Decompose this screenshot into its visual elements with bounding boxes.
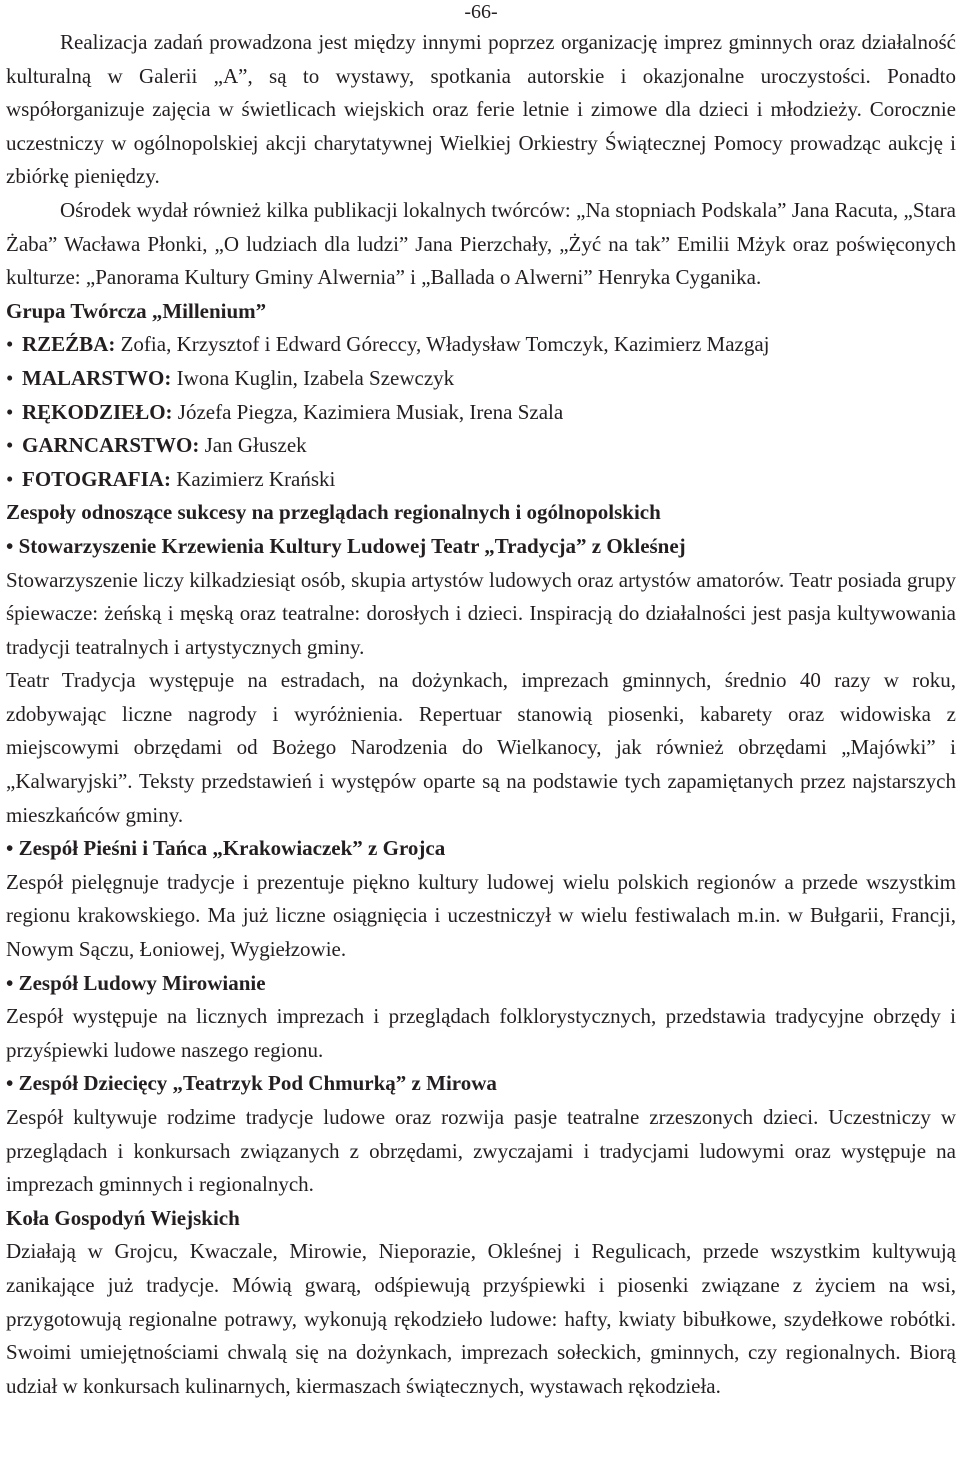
bullet-icon: • <box>6 970 19 995</box>
millenium-heading: Grupa Twórcza „Millenium” <box>6 298 267 323</box>
item-label: FOTOGRAFIA: <box>22 466 171 491</box>
millenium-item-fotografia <box>6 463 956 497</box>
group-paragraph: Stowarzyszenie liczy kilkadziesiąt osób, skupia artystów ludowych oraz artystów amatorów. Teatr posiada grupy śpiewacze: żeńską i męską oraz teatralne: dorosłych i dzieci. Inspiracją do działalności jest pasja kultywowania tradycji teatralnych i artystycznych gminy. <box>6 567 956 659</box>
bullet-icon: • <box>6 1071 19 1096</box>
item-text: Iwona Kuglin, Izabela Szewczyk <box>171 365 455 390</box>
group-paragraph: Zespół występuje na licznych imprezach i przeglądach folklorystycznych, przedstawia tradycyjne obrzędy i przyśpiewki ludowe naszego regionu. <box>6 1004 956 1062</box>
bullet-icon: • <box>6 836 19 861</box>
item-label: GARNCARSTWO: <box>22 433 200 458</box>
millenium-item-garncarstwo <box>6 429 956 463</box>
group-paragraph: Zespół pielęgnuje tradycje i prezentuje piękno kultury ludowej wielu polskich regionów a przede wszystkim regionu krakowskiego. Ma już liczne osiągnięcia i uczestniczył w wielu festiwalach m.in. w Bułgarii, Francji, Nowym Sączu, Łoniowej, Wygiełzowie. <box>6 869 956 962</box>
bullet-icon: • <box>6 466 14 491</box>
intro-paragraph-2: Ośrodek wydał również kilka publikacji lokalnych twórców: „Na stopniach Podskala” Jana Racuta, „Stara Żaba” Wacława Płonki, „O ludziach dla ludzi” Jana Pierzchały, „Żyć na tak” Emilii Mżyk oraz poświęconych kulturze: „Panorama Kultury Gminy Alwernia” i „Ballada o Alwerni” Henryka Cyganika. <box>6 197 956 290</box>
intro-paragraph-1: Realizacja zadań prowadzona jest między innymi poprzez organizację imprez gminnych oraz działalność kulturalną w Galerii „A”, są to wystawy, spotkania autorskie i okazjonalne uroczystości. Ponadto współorganizuje zajęcia w świetlicach wiejskich oraz ferie letnie i zimowe dla dzieci i młodzieży. Corocznie uczestniczy w ogólnopolskiej akcji charytatywnej Wielkiej Orkiestry Świątecznej Pomocy prowadząc aukcję i zbiórkę pieniędzy. <box>6 30 956 189</box>
item-text: Zofia, Krzysztof i Edward Góreccy, Władysław Tomczyk, Kazimierz Mazgaj <box>115 332 770 357</box>
group-title-krakowiaczek: • Zespół Pieśni i Tańca „Krakowiaczek” z Grojca <box>6 836 446 861</box>
kola-paragraph: Działają w Grojcu, Kwaczale, Mirowie, Nieporazie, Okleśnej i Regulicach, przede wszystkim kultywują zanikające już tradycje. Mówią gwarą, odśpiewują przyśpiewki i piosenki związane z życiem na wsi, przygotowują regionalne potrawy, wykonują rękodzieło ludowe: hafty, kwiaty bibułkowe, szydełkowe robótki. Swoimi umiejętnościami chwalą się na dożynkach, imprezach sołeckich, gminnych, czy regionalnych. Biorą udział w konkursach kulinarnych, kiermaszach świątecznych, wystawach rękodzieła. <box>6 1239 956 1398</box>
bullet-icon: • <box>6 433 14 458</box>
group-paragraph: Teatr Tradycja występuje na estradach, na dożynkach, imprezach gminnych, średnio 40 razy w roku, zdobywając liczne nagrody i wyróżnienia. Repertuar stanowią piosenki, kabarety oraz widowiska z miejscowymi obrzędami od Bożego Narodzenia do Wielkanocy, jak również obrzędami „Majówki” i „Kalwaryjski”. Teksty przedstawień i występów oparte są na podstawie tych zapamiętanych przez najstarszych mieszkańców gminy. <box>6 668 956 827</box>
group-title-tradycja: • Stowarzyszenie Krzewienia Kultury Ludowej Teatr „Tradycja” z Okleśnej <box>6 533 686 558</box>
item-label: RĘKODZIEŁO: <box>22 399 173 424</box>
bullet-icon: • <box>6 533 19 558</box>
millenium-item-rzezba <box>6 328 956 362</box>
item-text: Józefa Piegza, Kazimiera Musiak, Irena Szala <box>172 399 564 424</box>
bullet-icon: • <box>6 332 14 357</box>
bullet-icon: • <box>6 365 14 390</box>
kola-heading: Koła Gospodyń Wiejskich <box>6 1205 240 1230</box>
group-title-teatrzyk: • Zespół Dziecięcy „Teatrzyk Pod Chmurką” z Mirowa <box>6 1071 497 1096</box>
millenium-item-rekodzielo <box>6 396 956 430</box>
item-label: RZEŹBA: <box>22 332 116 357</box>
group-title-mirowianie: • Zespół Ludowy Mirowianie <box>6 970 266 995</box>
zespoly-heading: Zespoły odnoszące sukcesy na przeglądach regionalnych i ogólnopolskich <box>6 500 661 525</box>
item-text: Kazimierz Krański <box>170 466 336 491</box>
document-page <box>6 0 956 1403</box>
item-label: MALARSTWO: <box>22 365 172 390</box>
item-text: Jan Głuszek <box>199 433 307 458</box>
bullet-icon: • <box>6 399 14 424</box>
page-number: -66- <box>464 1 498 23</box>
millenium-item-malarstwo <box>6 362 956 396</box>
group-paragraph: Zespół kultywuje rodzime tradycje ludowe oraz rozwija pasje teatralne zrzeszonych dzieci. Uczestniczy w przeglądach i konkursach związanych z obrzędami, zwyczajami i tradycjami ludowymi oraz występuje na imprezach gminnych i regionalnych. <box>6 1105 956 1197</box>
